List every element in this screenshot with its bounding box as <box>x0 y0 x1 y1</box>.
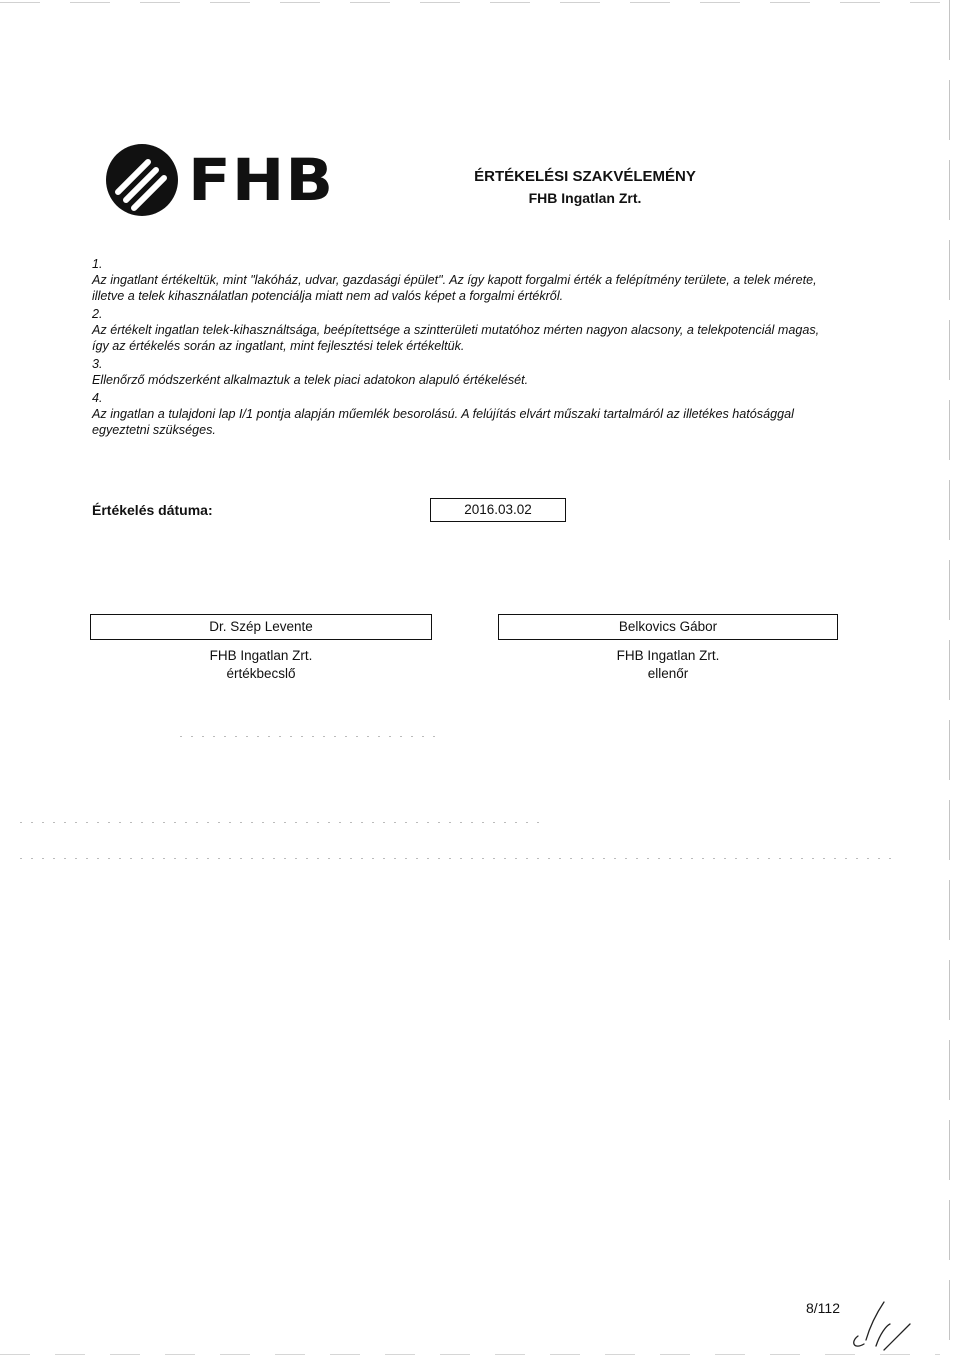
logo-wordmark: FHB <box>188 146 335 214</box>
handwritten-initials <box>840 1296 920 1356</box>
valuation-date-label: Értékelés dátuma: <box>92 502 213 518</box>
page-number: 8/112 <box>806 1300 840 1316</box>
signer-role-right: ellenőr <box>647 666 689 681</box>
signer-name-left: Dr. Szép Levente <box>90 614 432 640</box>
scan-edge-top <box>0 2 940 3</box>
note-item <box>92 356 832 388</box>
document-title: ÉRTÉKELÉSI SZAKVÉLEMÉNY <box>474 168 696 185</box>
valuation-date-value: 2016.03.02 <box>430 498 566 522</box>
note-number: 2. <box>92 307 103 321</box>
scan-noise <box>20 858 900 859</box>
signer-company-left: FHB Ingatlan Zrt. <box>209 648 313 663</box>
fhb-logo <box>104 142 335 218</box>
note-text: Az ingatlant értékeltük, mint "lakóház, udvar, gazdasági épület". Az így kapott forgalmi érték a felépítmény területe, a telek mérete, illetve a telek kihasználatlan potenciálja miatt nem ad valós képet a forgalmi értékről. <box>92 273 817 303</box>
notes-section <box>92 256 832 440</box>
fhb-emblem-icon <box>104 142 180 218</box>
note-number: 3. <box>92 357 103 371</box>
note-item <box>92 256 832 304</box>
note-text: Az értékelt ingatlan telek-kihasználtsága, beépítettsége a szintterületi mutatóhoz mérten nagyon alacsony, a telekpotenciál magas, így az értékelés során az ingatlant, mint fejlesztési telek értékeltük. <box>92 323 820 353</box>
document-subtitle: FHB Ingatlan Zrt. <box>528 190 642 206</box>
scan-edge-right <box>949 0 950 1358</box>
scan-noise <box>180 736 440 737</box>
note-item <box>92 306 832 354</box>
signer-name-right: Belkovics Gábor <box>498 614 838 640</box>
signer-company-right: FHB Ingatlan Zrt. <box>616 648 720 663</box>
note-number: 4. <box>92 391 103 405</box>
note-item <box>92 390 832 438</box>
note-number: 1. <box>92 257 103 271</box>
note-text: Ellenőrző módszerként alkalmaztuk a telek piaci adatokon alapuló értékelését. <box>92 373 529 387</box>
scan-noise <box>20 822 540 823</box>
note-text: Az ingatlan a tulajdoni lap I/1 pontja alapján műemlék besorolású. A felújítás elvárt műszaki tartalmáról az illetékes hatósággal egyeztetni szükséges. <box>92 407 794 437</box>
signer-role-left: értékbecslő <box>226 666 296 681</box>
scan-edge-bottom <box>0 1354 940 1355</box>
